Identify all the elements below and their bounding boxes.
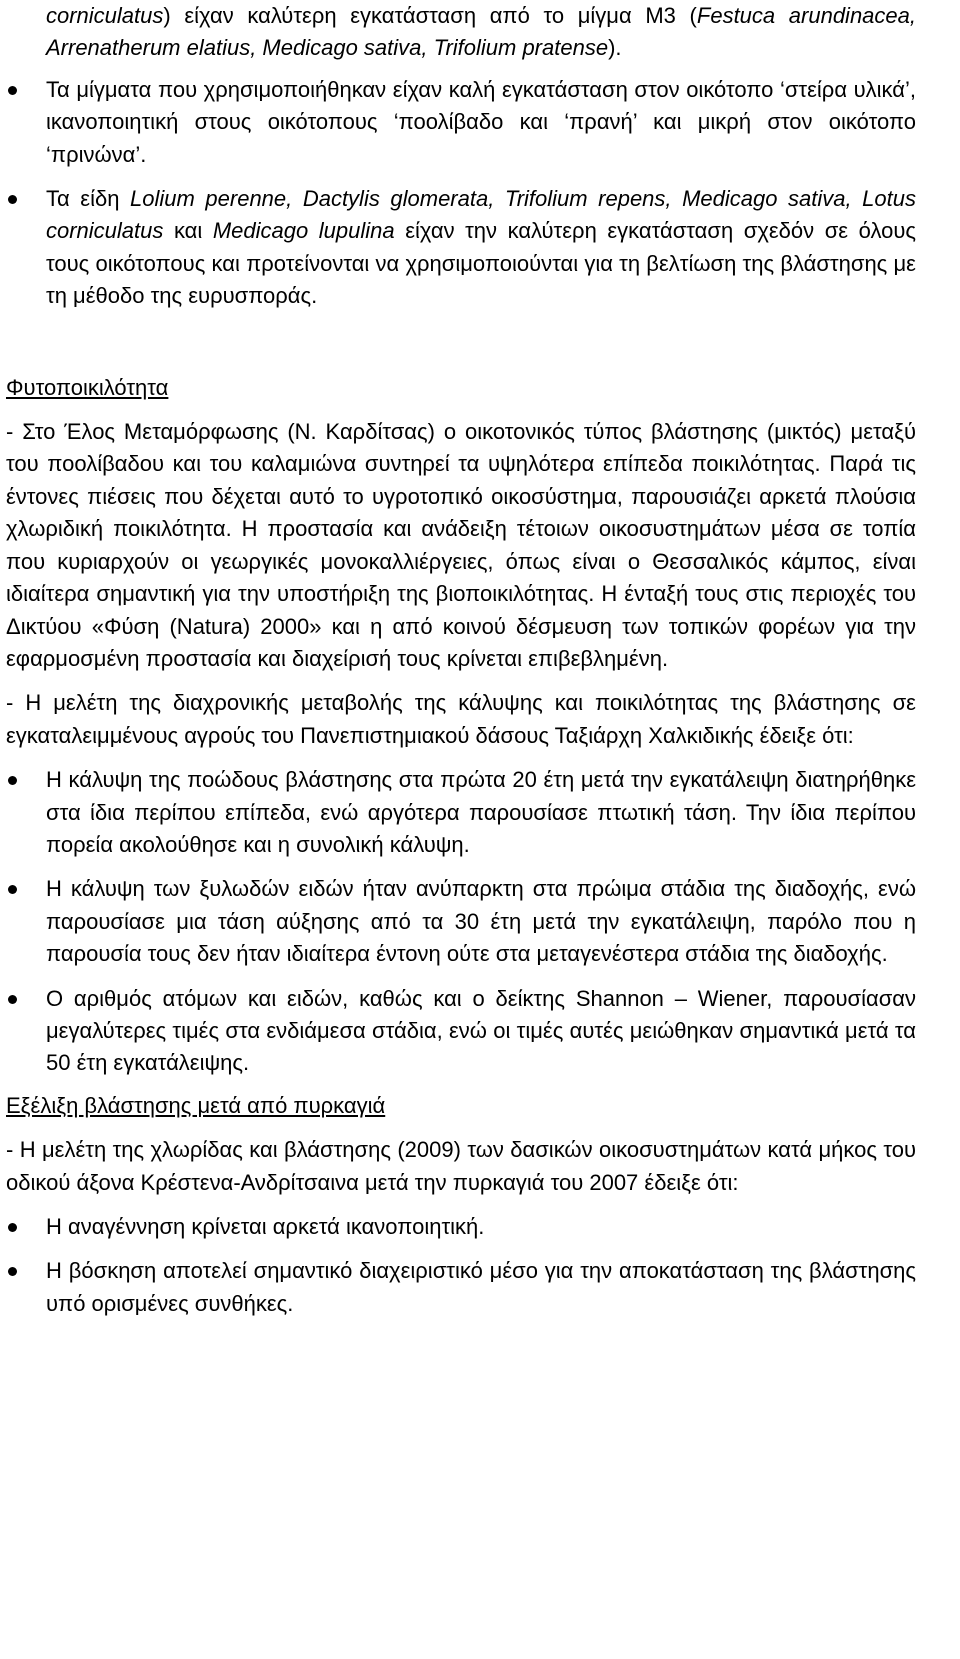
- bullet-icon: [8, 1223, 17, 1232]
- list-item-text: Η κάλυψη των ξυλωδών ειδών ήταν ανύπαρκτη στα πρώιμα στάδια της διαδοχής, ενώ παρουσίασε μια τάση αύξησης από τα 30 έτη μετά την εγκατάλειψη, παρόλο που η παρουσία τους δεν ήταν ιδιαίτερα έντονη ούτε στα μεταγενέστερα στάδια της διαδοχής.: [46, 876, 916, 967]
- section-heading: Εξέλιξη βλάστησης μετά από πυρκαγιά: [6, 1092, 386, 1118]
- paragraph-text: ).: [608, 35, 622, 61]
- bullet-list: [6, 1211, 916, 1320]
- paragraph-text: ) είχαν καλύτερη εγκατάσταση από το μίγμα Μ3 (: [163, 3, 697, 28]
- list-item-text: και: [163, 218, 213, 244]
- list-item-text: Ο αριθμός ατόμων και ειδών, καθώς και ο δείκτης Shannon – Wiener, παρουσίασαν μεγαλύτερες τιμές στα ενδιάμεσα στάδια, ενώ οι τιμές αυτές μειώθηκαν σημαντικά μετά τα 50 έτη εγκατάλειψης.: [46, 985, 916, 1076]
- list-item: [6, 873, 916, 970]
- list-item-text: Η αναγέννηση κρίνεται αρκετά ικανοποιητική.: [46, 1214, 485, 1239]
- bullet-list: [6, 74, 916, 313]
- bullet-icon: [8, 1267, 17, 1276]
- italic-species: corniculatus: [46, 3, 164, 28]
- bullet-icon: [8, 86, 17, 95]
- list-item: [6, 1211, 916, 1243]
- list-item-text: Τα μίγματα που χρησιμοποιήθηκαν είχαν καλή εγκατάσταση στον οικότοπο ‘στείρα υλικά’, ικανοποιητική στους οικότοπους ‘ποολίβαδο και ‘πρανή’ και μικρή στον οικότοπο ‘πρινώνα’.: [46, 76, 916, 167]
- italic-species: Lolium perenne, Dactylis glomerata, Trifolium repens, Medicago sativa, Lotus corniculatus: [46, 186, 916, 244]
- list-item-text: Τα είδη: [46, 186, 131, 212]
- paragraph: - Στο Έλος Μεταμόρφωσης (Ν. Καρδίτσας) ο οικοτονικός τύπος βλάστησης (μικτός) μεταξύ του ποολίβαδου και του καλαμιώνα συντηρεί τα υψηλότερα επίπεδα ποικιλότητας. Παρά τις έντονες πιέσεις που δέχεται αυτό το υγροτοπικό οικοσύστημα, παρουσιάζει αρκετά πλούσια χλωριδική ποικιλότητα. Η προστασία και ανάδειξη τέτοιων οικοσυστημάτων μέσα σε τοπία που κυριαρχούν οι γεωργικές μονοκαλλιέργειες, όπως είναι ο Θεσσαλικός κάμπος, είναι ιδιαίτερα σημαντική για την υποστήριξη της βιοποικιλότητας. Η ένταξή τους στις περιοχές του Δικτύου «Φύση (Natura) 2000» και η από κοινού δέσμευση των τοπικών φορέων για την εφαρμοσμένη προστασία και διαχείρισή τους κρίνεται επιβεβλημένη.: [6, 419, 916, 671]
- italic-species: Medicago lupulina: [212, 218, 395, 244]
- list-item-text: Η κάλυψη της ποώδους βλάστησης στα πρώτα 20 έτη μετά την εγκατάλειψη διατηρήθηκε στα ίδια περίπου επίπεδα, ενώ αργότερα παρουσίασε πτωτική τάση. Την ίδια περίπου πορεία ακολούθησε και η συνολική κάλυψη.: [46, 767, 916, 857]
- list-item: [6, 1255, 916, 1320]
- bullet-icon: [8, 195, 17, 204]
- bullet-icon: [8, 885, 17, 894]
- list-item: [6, 74, 916, 171]
- bullet-icon: [8, 995, 17, 1004]
- list-item: [6, 983, 916, 1080]
- section-heading: Φυτοποικιλότητα: [6, 374, 169, 400]
- list-item: [6, 764, 916, 861]
- paragraph: - Η μελέτη της διαχρονικής μεταβολής της κάλυψης και ποικιλότητας της βλάστησης σε εγκαταλειμμένους αγρούς του Πανεπιστημιακού δάσους Ταξιάρχη Χαλκιδικής έδειξε ότι:: [6, 690, 916, 748]
- bullet-list: [6, 764, 916, 1080]
- list-item-text: είχαν την καλύτερη εγκατάσταση σχεδόν σε όλους τους οικότοπους και προτείνονται να χρησιμοποιούνται για τη βελτίωση της βλάστησης με τη μέθοδο της ευρυσποράς.: [46, 218, 917, 309]
- list-item: [6, 183, 916, 313]
- paragraph: - Η μελέτη της χλωρίδας και βλάστησης (2009) των δασικών οικοσυστημάτων κατά μήκος του οδικού άξονα Κρέστενα-Ανδρίτσαινα μετά την πυρκαγιά του 2007 έδειξε ότι:: [6, 1137, 916, 1195]
- continued-paragraph: [6, 0, 916, 65]
- bullet-icon: [8, 776, 17, 785]
- list-item-text: Η βόσκηση αποτελεί σημαντικό διαχειριστικό μέσο για την αποκατάσταση της βλάστησης υπό ορισμένες συνθήκες.: [46, 1258, 916, 1316]
- italic-species: Festuca arundinacea, Arrenatherum elatius, Medicago sativa, Trifolium pratense: [46, 3, 916, 61]
